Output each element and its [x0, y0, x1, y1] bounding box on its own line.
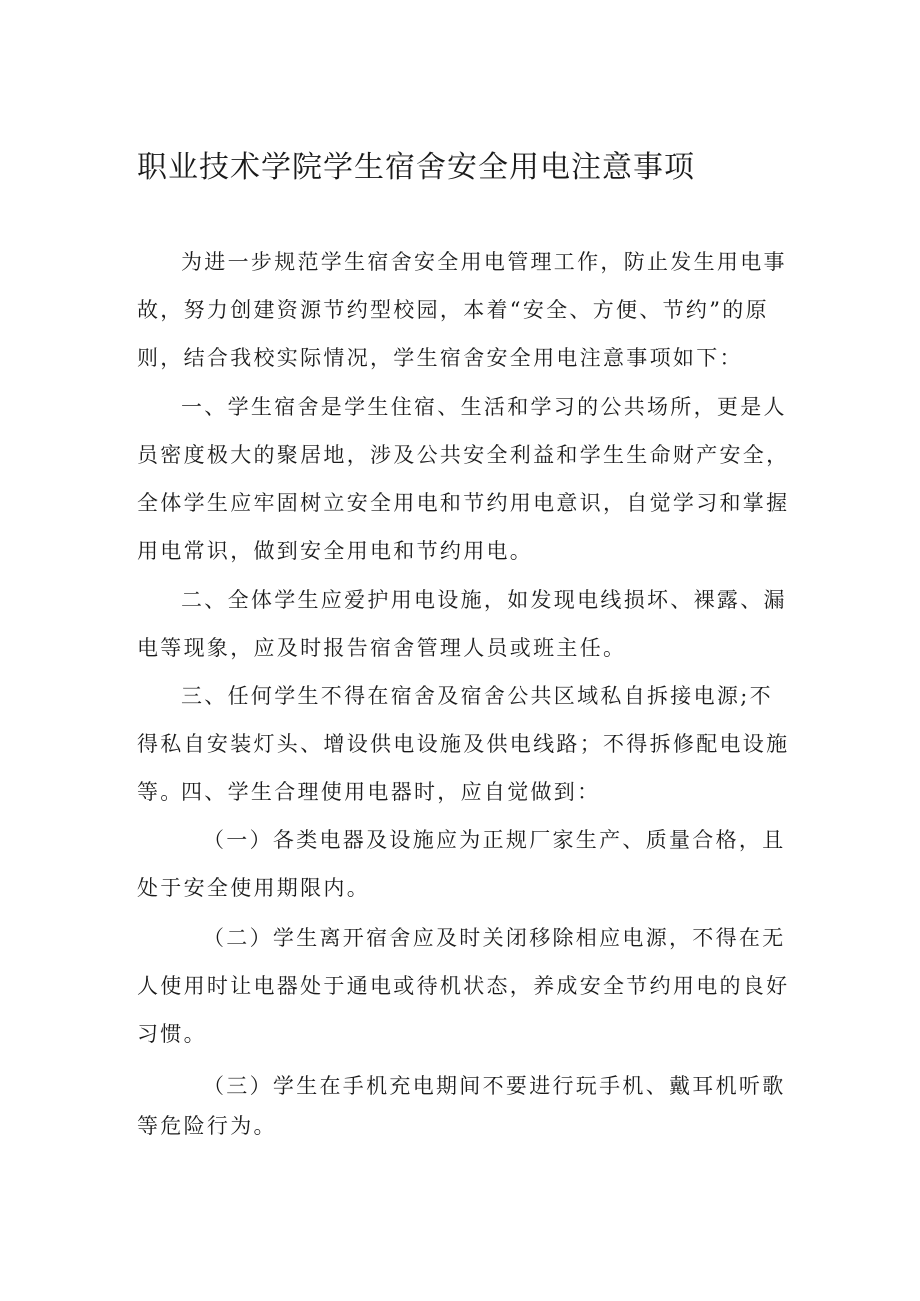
- section-two-paragraph: 二、全体学生应爱护用电设施，如发现电线损坏、裸露、漏电等现象，应及时报告宿舍管理人员或班主任。: [137, 588, 787, 660]
- subsection-one-paragraph: （一）各类电器及设施应为正规厂家生产、质量合格，且处于安全使用期限内。: [137, 828, 786, 900]
- document-title: 职业技术学院学生宿舍安全用电注意事项: [137, 150, 695, 185]
- subsection-two-paragraph: （二）学生离开宿舍应及时关闭移除相应电源，不得在无人使用时让电器处于通电或待机状态，养成安全节约用电的良好习惯。: [137, 926, 790, 1046]
- intro-paragraph: 为进一步规范学生宿舍安全用电管理工作，防止发生用电事故，努力创建资源节约型校园，本着“安全、方便、节约”的原则，结合我校实际情况，学生宿舍安全用电注意事项如下：: [137, 250, 787, 370]
- section-four-paragraph: 四、学生合理使用电器时，应自觉做到：: [181, 780, 601, 804]
- section-three-paragraph: 三、任何学生不得在宿舍及宿舍公共区域私自拆接电源;不得私自安装灯头、增设供电设施及供电线路；不得拆修配电设施等。: [137, 684, 790, 804]
- subsection-three-paragraph: （三）学生在手机充电期间不要进行玩手机、戴耳机听歌等危险行为。: [137, 1074, 786, 1138]
- section-one-paragraph: 一、学生宿舍是学生住宿、生活和学习的公共场所，更是人员密度极大的聚居地，涉及公共安全利益和学生生命财产安全，全体学生应牢固树立安全用电和节约用电意识，自觉学习和掌握用电常识，做到安全用电和节约用电。: [137, 395, 790, 563]
